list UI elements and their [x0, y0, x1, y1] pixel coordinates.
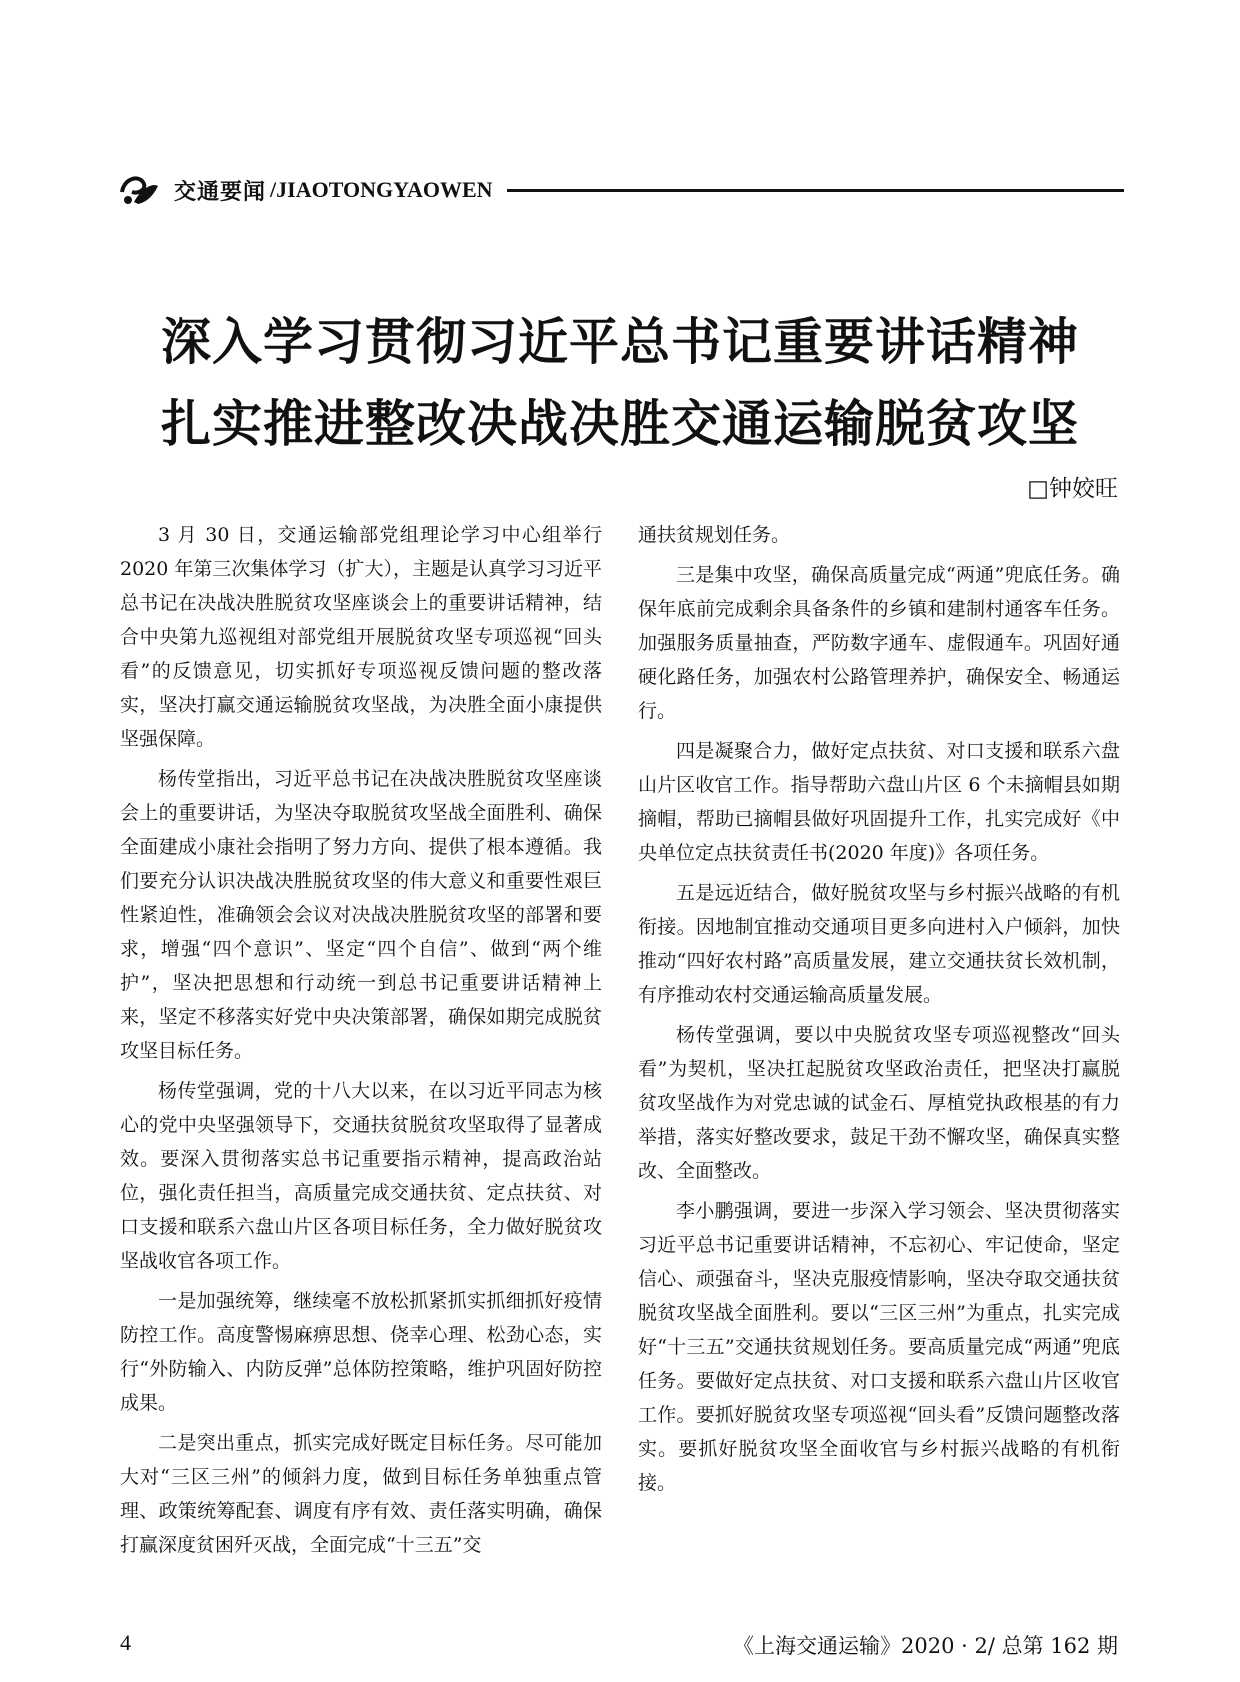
- article-column-right: [638, 518, 1120, 1506]
- article-title-line2: 扎实推进整改决战决胜交通运输脱贫攻坚: [161, 395, 1079, 453]
- paragraph: 杨传堂强调，要以中央脱贫攻坚专项巡视整改“回头看”为契机，坚决扛起脱贫攻坚政治责任，把坚决打赢脱贫攻坚战作为对党忠诚的试金石、厚植党执政根基的有力举措，落实好整改要求，鼓足干劲不懈攻坚，确保真实整改、全面整改。: [638, 1024, 1120, 1182]
- article-column-left: [120, 518, 602, 1568]
- magazine-logo-icon: [118, 172, 162, 208]
- paragraph-continuation: 通扶贫规划任务。: [638, 524, 791, 546]
- article-author: □钟姣旺: [1027, 476, 1118, 502]
- paragraph: 李小鹏强调，要进一步深入学习领会、坚决贯彻落实习近平总书记重要讲话精神，不忘初心、牢记使命，坚定信心、顽强奋斗，坚决克服疫情影响，坚决夺取交通扶贫脱贫攻坚战全面胜利。要以“三区三州”为重点，扎实完成好“十三五”交通扶贫规划任务。要高质量完成“两通”兜底任务。要做好定点扶贫、对口支援和联系六盘山片区收官工作。要抓好脱贫攻坚专项巡视“回头看”反馈问题整改落实。要抓好脱贫攻坚全面收官与乡村振兴战略的有机衔接。: [638, 1200, 1120, 1494]
- paragraph: 五是远近结合，做好脱贫攻坚与乡村振兴战略的有机衔接。因地制宜推动交通项目更多向进村入户倾斜，加快推动“四好农村路”高质量发展，建立交通扶贫长效机制，有序推动农村交通运输高质量发展。: [638, 882, 1120, 1006]
- article-title-line1: 深入学习贯彻习近平总书记重要讲话精神: [161, 313, 1079, 371]
- section-title-en: /JIAOTONGYAOWEN: [270, 177, 493, 202]
- paragraph: 一是加强统筹，继续毫不放松抓紧抓实抓细抓好疫情防控工作。高度警惕麻痹思想、侥幸心理、松劲心态，实行“外防输入、内防反弹”总体防控策略，维护巩固好防控成果。: [120, 1290, 602, 1414]
- paragraph: 三是集中攻坚，确保高质量完成“两通”兜底任务。确保年底前完成剩余具备条件的乡镇和建制村通客车任务。加强服务质量抽查，严防数字通车、虚假通车。巩固好通硬化路任务，加强农村公路管理养护，确保安全、畅通运行。: [638, 564, 1120, 722]
- paragraph: 四是凝聚合力，做好定点扶贫、对口支援和联系六盘山片区收官工作。指导帮助六盘山片区 6 个未摘帽县如期摘帽，帮助已摘帽县做好巩固提升工作，扎实完成好《中央单位定点扶贫责任书(2020 年度)》各项任务。: [638, 740, 1120, 864]
- paragraph: 二是突出重点，抓实完成好既定目标任务。尽可能加大对“三区三州”的倾斜力度，做到目标任务单独重点管理、政策统筹配套、调度有序有效、责任落实明确，确保打赢深度贫困歼灭战，全面完成“十三五”交: [120, 1432, 602, 1556]
- section-header: [118, 170, 1124, 210]
- header-rule: [507, 189, 1124, 192]
- paragraph: 杨传堂强调，党的十八大以来，在以习近平同志为核心的党中央坚强领导下，交通扶贫脱贫攻坚取得了显著成效。要深入贯彻落实总书记重要指示精神，提高政治站位，强化责任担当，高质量完成交通扶贫、定点扶贫、对口支援和联系六盘山片区各项目标任务，全力做好脱贫攻坚战收官各项工作。: [120, 1080, 602, 1272]
- section-title-cn: 交通要闻: [174, 179, 267, 205]
- publication-info: 《上海交通运输》2020 · 2/ 总第 162 期: [732, 1634, 1118, 1658]
- paragraph: 3 月 30 日，交通运输部党组理论学习中心组举行 2020 年第三次集体学习（扩大），主题是认真学习习近平总书记在决战决胜脱贫攻坚座谈会上的重要讲话精神，结合中央第九巡视组对部党组开展脱贫攻坚专项巡视“回头看”的反馈意见，切实抓好专项巡视反馈问题的整改落实，坚决打赢交通运输脱贫攻坚战，为决胜全面小康提供坚强保障。: [120, 524, 602, 750]
- page-number: 4: [120, 1630, 131, 1655]
- paragraph: 杨传堂指出，习近平总书记在决战决胜脱贫攻坚座谈会上的重要讲话，为坚决夺取脱贫攻坚战全面胜利、确保全面建成小康社会指明了努力方向、提供了根本遵循。我们要充分认识决战决胜脱贫攻坚的伟大意义和重要性艰巨性紧迫性，准确领会会议对决战决胜脱贫攻坚的部署和要求，增强“四个意识”、坚定“四个自信”、做到“两个维护”，坚决把思想和行动统一到总书记重要讲话精神上来，坚定不移落实好党中央决策部署，确保如期完成脱贫攻坚目标任务。: [120, 768, 602, 1062]
